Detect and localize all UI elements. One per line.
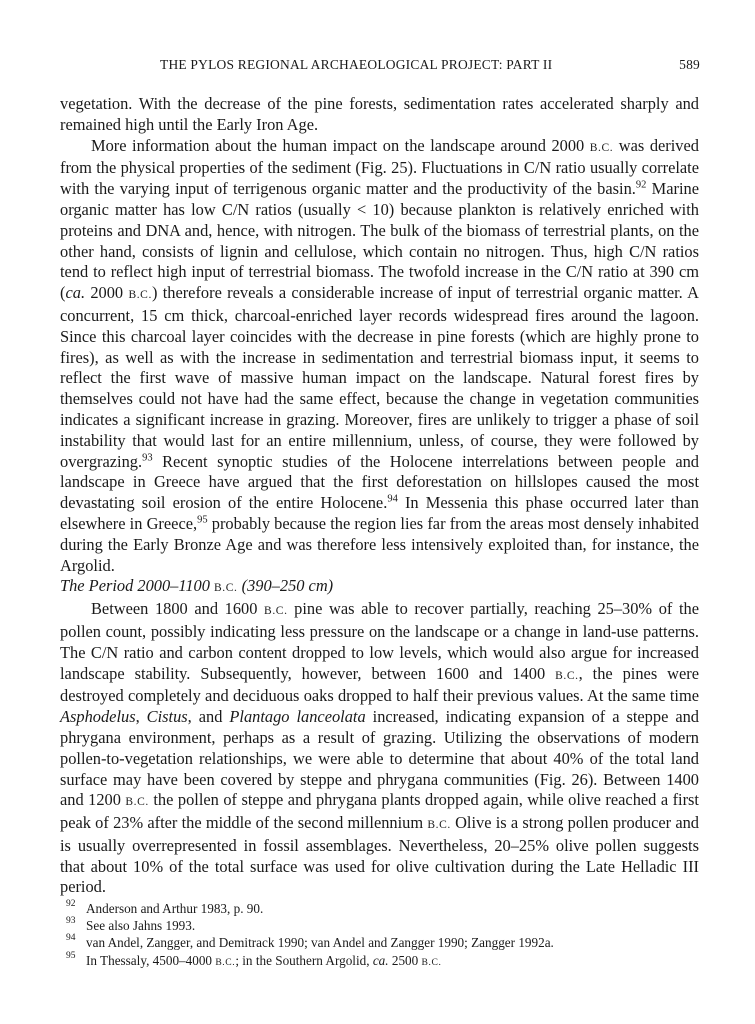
footnote-94 <box>60 934 699 951</box>
footnotes <box>60 900 699 971</box>
footnote-text-c: 2500 <box>388 952 422 968</box>
heading-text-a: The Period 2000–1100 <box>60 576 215 596</box>
p3-text-c: , the pines were destroyed completely and deciduous oaks dropped to half their previous values. At the same time <box>60 663 699 706</box>
section-heading <box>60 576 699 599</box>
page-number: 589 <box>679 57 700 72</box>
footnote-text: See also Jahns 1993. <box>86 918 196 934</box>
bc-abbrev: B.C. <box>555 669 579 682</box>
bc-abbrev: B.C. <box>589 141 614 154</box>
p2-text-g: In Messenia this phase occurred later than elsewhere in Greece, <box>60 493 700 533</box>
p2-text-h: probably because the region lies far from the areas most densely inhabited during the Early Bronze Age and was therefore less intensively exploited than, for instance, the Argolid. <box>60 513 699 575</box>
running-title: THE PYLOS REGIONAL ARCHAEOLOGICAL PROJECT: PART II <box>160 57 553 72</box>
footnote-number: 95 <box>66 950 76 961</box>
bc-abbrev: B.C. <box>427 819 451 832</box>
paragraph-2 <box>60 136 699 577</box>
p2-text-d: 2000 <box>85 283 129 303</box>
species-name: Asphodelus <box>60 707 136 727</box>
bc-abbrev: B.C. <box>128 289 152 302</box>
footnote-93 <box>60 917 699 934</box>
p3-text-g: the pollen of steppe and phrygana plants dropped again, while olive reached a first peak of 23% after the middle of the second millennium <box>60 790 699 833</box>
footnote-95 <box>60 952 699 971</box>
circa-abbrev: ca. <box>65 283 86 303</box>
body-text <box>60 94 699 898</box>
footnote-ref-92[interactable]: 92 <box>635 179 647 191</box>
species-name: Plantago lanceolata <box>229 707 366 727</box>
footnote-ref-93[interactable]: 93 <box>142 452 153 464</box>
footnote-text-b: ; in the Southern Argolid, <box>235 952 373 968</box>
footnote-text: van Andel, Zangger, and Demitrack 1990; van Andel and Zangger 1990; Zangger 1992a. <box>86 935 554 951</box>
p2-text-b: was derived from the physical properties of the sediment (Fig. 25). Fluctuations in C/N ratio usually correlate with the varying input of terrigenous organic matter and the productivity of the basin. <box>60 135 699 199</box>
p3-text-e: , and <box>187 707 230 727</box>
footnote-ref-95[interactable]: 95 <box>197 514 208 526</box>
circa-abbrev: ca. <box>372 952 389 968</box>
p3-text-h: Olive is a strong pollen producer and is usually overrepresented in fossil assemblages. Nevertheless, 20–25% olive pollen suggests that about 10% of the total surface was used for olive cultivation during the Late Helladic III period. <box>60 813 700 897</box>
p3-text-a: Between 1800 and 1600 <box>91 599 265 619</box>
species-name: Cistus <box>146 707 188 727</box>
bc-abbrev: B.C. <box>215 956 236 968</box>
p3-text-d: , <box>135 707 147 727</box>
footnote-ref-94[interactable]: 94 <box>387 493 398 505</box>
paragraph-3 <box>60 599 699 898</box>
paragraph-1: vegetation. With the decrease of the pine forests, sedimentation rates accelerated sharply and remained high until the Early Iron Age. <box>60 94 699 134</box>
p2-text-a: More information about the human impact on the landscape around 2000 <box>91 135 590 155</box>
running-head <box>160 57 700 77</box>
p2-text-f: Recent synoptic studies of the Holocene interrelations between people and landscape in Greece have argued that the first deforestation on hillslopes caused the most devastating soil erosion of the entire Holocene. <box>60 451 699 513</box>
bc-abbrev: B.C. <box>264 605 288 618</box>
footnote-number: 94 <box>66 933 76 944</box>
bc-abbrev: B.C. <box>214 582 238 595</box>
footnote-text: Anderson and Arthur 1983, p. 90. <box>86 901 264 916</box>
p2-text-c: Marine organic matter has low C/N ratios (usually < 10) because plankton is relatively enriched with proteins and DNA and, hence, with nitrogen. The bulk of the biomass of terrestrial plants, on the other hand, consists of lignin and cellulose, which contain no nitrogen. Thus, high C/N ratios tend to reflect high input of terrestrial biomass. The twofold increase in the C/N ratio at 390 cm ( <box>60 179 700 303</box>
p3-text-f: increased, indicating expansion of a steppe and phrygana environment, perhaps as a result of grazing. Utilizing the observations of modern pollen-to-vegetation relationships, we were able to determine that about 40% of the total land surface may have been covered by steppe and phrygana communities (Fig. 26). Between 1400 and 1200 <box>60 707 699 810</box>
bc-abbrev: B.C. <box>125 796 149 809</box>
footnote-number: 92 <box>66 899 76 909</box>
footnote-92 <box>60 900 699 917</box>
footnote-number: 93 <box>66 916 76 927</box>
bc-abbrev: B.C. <box>421 956 442 968</box>
p3-text-b: pine was able to recover partially, reaching 25–30% of the pollen count, possibly indicating less pressure on the landscape or a change in land-use patterns. The C/N ratio and carbon content dropped to low levels, which would also argue for increased landscape stability. Subsequently, however, between 1600 and 1400 <box>60 599 699 683</box>
heading-text-b: (390–250 cm) <box>237 576 334 596</box>
p2-text-e: ) therefore reveals a considerable increase of input of terrestrial organic matter. A concurrent, 15 cm thick, charcoal-enriched layer records widespread fires around the lagoon. Since this charcoal layer coincides with the decrease in pine forests (which are highly prone to fires), as well as with the increase in sedimentation and terrestrial biomass input, it seems to reflect the first wave of massive human impact on the landscape. Natural forest fires by themselves could not have had the same effect, because the change in vegetation communities indicates a significant increase in grazing. Moreover, fires are unlikely to trigger a phase of soil instability that would last for an entire millennium, unless, of course, they were followed by overgrazing. <box>60 283 699 471</box>
footnote-text-a: In Thessaly, 4500–4000 <box>86 952 216 968</box>
